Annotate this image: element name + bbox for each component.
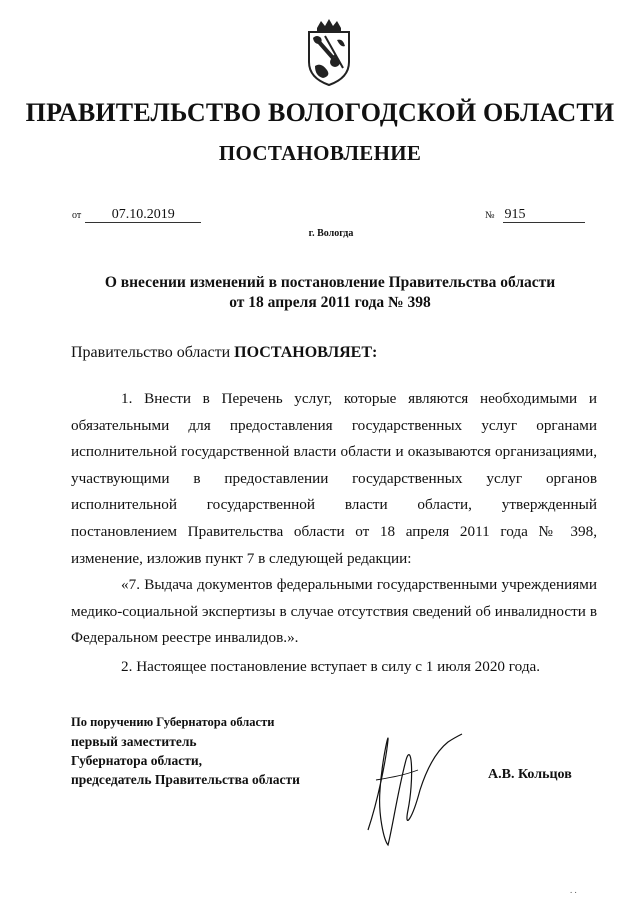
document-type: ПОСТАНОВЛЕНИЕ: [218, 141, 422, 165]
document-date: [72, 207, 201, 223]
preamble-emphasis: ПОСТАНОВЛЯЕТ:: [234, 344, 378, 361]
subject-line-1: О внесении изменений в постановление Правительства области: [104, 274, 556, 291]
document-subject: [60, 273, 600, 313]
subject-line-2: от 18 апреля 2011 года № 398: [229, 294, 431, 311]
document-body: [71, 386, 597, 681]
paragraph-1: 1. Внести в Перечень услуг, которые являются необходимыми и обязательными для предоставления государственных услуг органами исполнительной государственной власти области и оказываются организациями, участвующими в предоставлении государственных услуг органов исполнительной государственной власти области, утвержденный постановлением Правительства области от 18 апреля 2011 года № 398, изменение, изложив пункт 7 в следующей редакции:: [71, 390, 597, 567]
paragraph-2: «7. Выдача документов федеральными государственными учреждениями медико-социальной экспертизы в случае отсутствия сведений об инвалидности в Федеральном реестре инвалидов.».: [71, 576, 597, 647]
preamble-text: Правительство области: [71, 344, 231, 361]
date-value: 07.10.2019: [85, 208, 201, 223]
organization-title: ПРАВИТЕЛЬСТВО ВОЛОГОДСКОЙ ОБЛАСТИ: [25, 98, 615, 127]
city-label: г. Вологда: [308, 228, 354, 239]
handwritten-signature: [358, 720, 468, 850]
signatory-line-3: Губернатора области,: [71, 753, 202, 768]
coat-of-arms-icon: [301, 18, 357, 88]
paragraph-3: 2. Настоящее постановление вступает в силу с 1 июля 2020 года.: [121, 657, 541, 675]
document-number: [485, 207, 585, 223]
preamble: [71, 344, 377, 362]
signatory-line-1: По поручению Губернатора области: [71, 715, 275, 729]
number-value: 915: [503, 208, 585, 223]
signatory-position: [71, 713, 300, 789]
signatory-name: А.В. Кольцов: [488, 767, 572, 782]
number-label: №: [485, 210, 495, 221]
date-label: от: [72, 210, 82, 221]
signatory-line-4: председатель Правительства области: [71, 772, 300, 787]
footer-marks: . .: [570, 885, 577, 895]
signatory-line-2: первый заместитель: [71, 734, 197, 749]
